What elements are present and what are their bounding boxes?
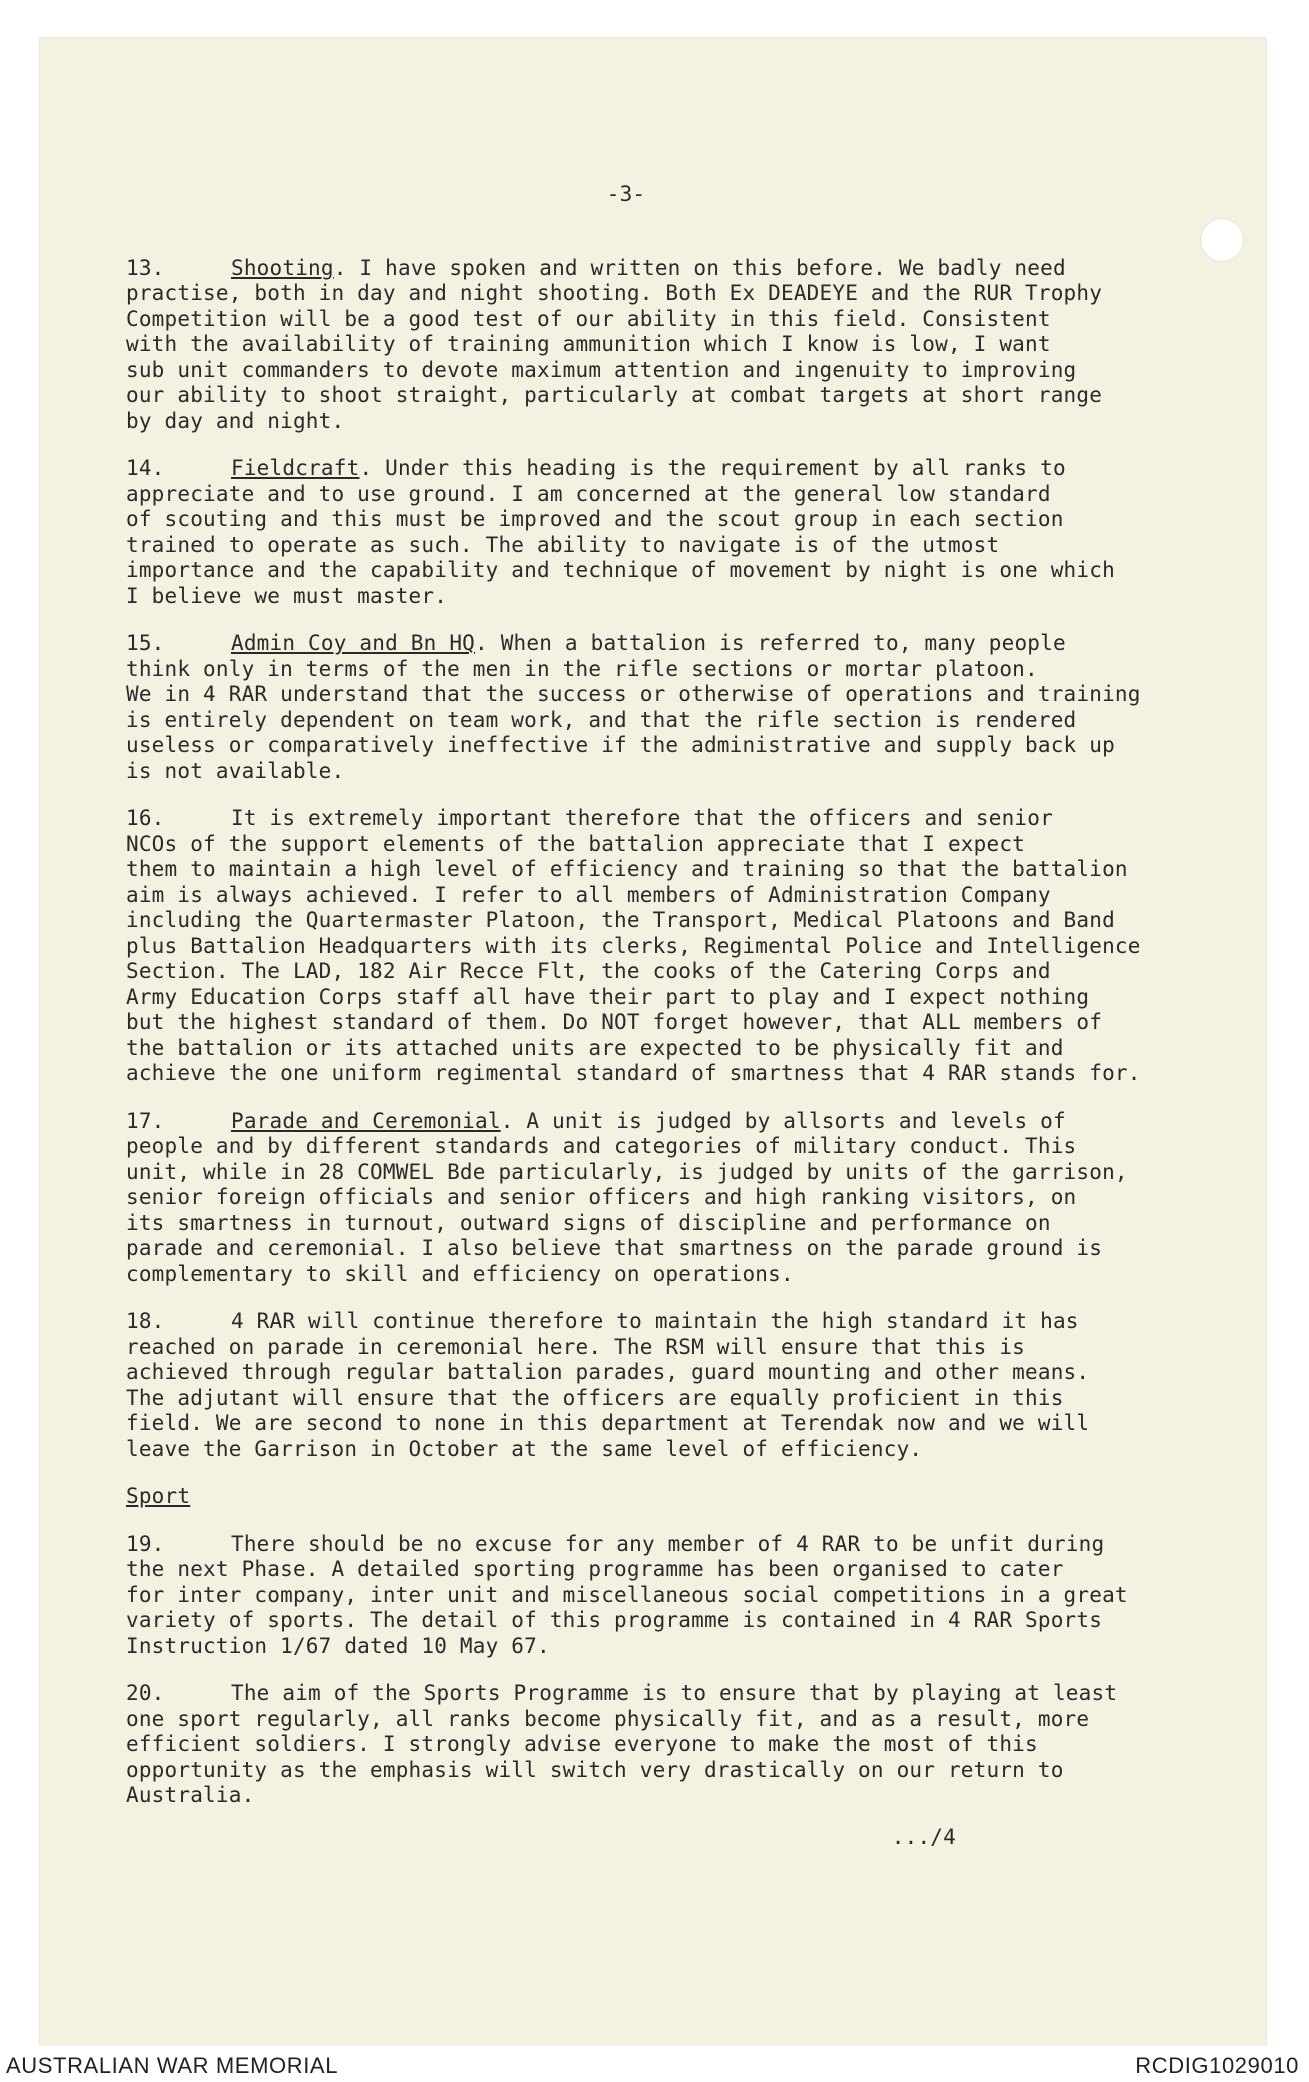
- paragraph-20: [126, 1681, 1186, 1809]
- paragraph-heading: Parade and Ceremonial: [231, 1108, 501, 1133]
- section-heading-sport: Sport: [126, 1484, 191, 1508]
- archive-footer: [0, 2046, 1309, 2082]
- paragraph-number: 19.: [126, 1531, 165, 1556]
- paragraph-number: 17.: [126, 1108, 165, 1133]
- continuation-marker: .../4: [891, 1824, 956, 1849]
- paragraph-15: [126, 631, 1186, 784]
- paragraph-text: . When a battalion is referred to, many people think only in terms of the men in the rifle sections or mortar platoon. We in 4 RAR understand that the success or otherwise of operations and training is entirely dependent on team work, and that the rifle section is rendered useless or comparatively ineffective if the administrative and supply back up is not available.: [126, 631, 1141, 783]
- paragraph-number: 14.: [126, 456, 165, 480]
- footer-institution: AUSTRALIAN WAR MEMORIAL: [6, 2053, 339, 2078]
- footer-record-id: RCDIG1029010: [1135, 2053, 1299, 2078]
- paragraph-text: It is extremely important therefore that the officers and senior NCOs of the support elements of the battalion appreciate that I expect them to maintain a high level of efficiency and training so that the battalion aim is always achieved. I refer to all members of Administration Company including the Quartermaster Platoon, the Transport, Medical Platoons and Band plus Battalion Headquarters with its clerks, Regimental Police and Intelligence Section. The LAD, 182 Air Recce Flt, the cooks of the Catering Corps and Army Education Corps staff all have their part to play and I expect nothing but the highest standard of them. Do NOT forget however, that ALL members of the battalion or its attached units are expected to be physically fit and achieve the one uniform regimental standard of smartness that 4 RAR stands for.: [126, 806, 1141, 1085]
- paragraph-14: [126, 456, 1186, 609]
- paragraph-16: [126, 806, 1186, 1087]
- paragraph-number: 20.: [126, 1681, 165, 1705]
- paragraph-text: . I have spoken and written on this before. We badly need practise, both in day and night shooting. Both Ex DEADEYE and the RUR Trophy Competition will be a good test of our ability in this field. Consistent with the availability of training ammunition which I know is low, I want sub unit commanders to devote maximum attention and ingenuity to improving our ability to shoot straight, particularly at combat targets at short range by day and night.: [126, 255, 1103, 433]
- paragraph-18: [126, 1309, 1186, 1462]
- page-number: -3-: [606, 182, 646, 206]
- paragraph-19: [126, 1532, 1186, 1660]
- paragraph-text: 4 RAR will continue therefore to maintain the high standard it has reached on parade in ceremonial here. The RSM will ensure that this is achieved through regular battalion parades, guard mounting and other means. The adjutant will ensure that the officers are equally proficient in this field. We are second to none in this department at Terendak now and we will leave the Garrison in October at the same level of efficiency.: [126, 1309, 1090, 1461]
- paragraph-13: [126, 256, 1186, 435]
- typed-text-body: [126, 138, 1186, 1850]
- document-page: [40, 38, 1266, 2046]
- paragraph-17: [126, 1109, 1186, 1288]
- paragraph-number: 15.: [126, 631, 165, 655]
- paragraph-text: . A unit is judged by allsorts and levels of people and by different standards and categories of military conduct. This unit, while in 28 COMWEL Bde particularly, is judged by units of the garrison, senior foreign officials and senior officers and high ranking visitors, on its smartness in turnout, outward signs of discipline and performance on parade and ceremonial. I also believe that smartness on the parade ground is complementary to skill and efficiency on operations.: [126, 1108, 1128, 1286]
- punch-hole: [1200, 218, 1244, 262]
- paragraph-number: 16.: [126, 806, 165, 830]
- paragraph-heading: Shooting: [231, 255, 334, 280]
- paragraph-number: 13.: [126, 255, 165, 280]
- paragraph-text: There should be no excuse for any member of 4 RAR to be unfit during the next Phase. A detailed sporting programme has been organised to cater for inter company, inter unit and miscellaneous social competitions in a great variety of sports. The detail of this programme is contained in 4 RAR Sports Instruction 1/67 dated 10 May 67.: [126, 1531, 1128, 1658]
- paragraph-number: 18.: [126, 1309, 165, 1333]
- paragraph-heading: Admin Coy and Bn HQ: [231, 631, 476, 655]
- paragraph-text: . Under this heading is the requirement by all ranks to appreciate and to use ground. I am concerned at the general low standard of scouting and this must be improved and the scout group in each section trained to operate as such. The ability to navigate is of the utmost importance and the capability and technique of movement by night is one which I believe we must master.: [126, 456, 1115, 608]
- paragraph-heading: Fieldcraft: [231, 456, 360, 480]
- paragraph-text: The aim of the Sports Programme is to ensure that by playing at least one sport regularly, all ranks become physically fit, and as a result, more efficient soldiers. I strongly advise everyone to make the most of this opportunity as the emphasis will switch very drastically on our return to Australia.: [126, 1681, 1118, 1807]
